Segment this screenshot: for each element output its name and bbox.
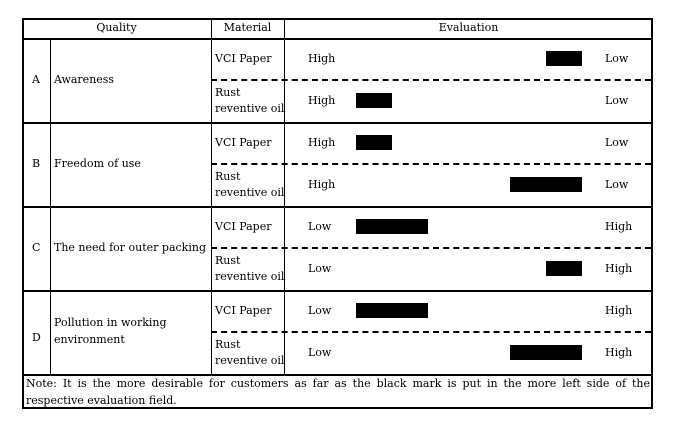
evaluation-right-label: High: [605, 262, 633, 275]
material-divider: [211, 163, 651, 165]
row-letter: C: [32, 241, 41, 254]
evaluation-left-label: Low: [308, 220, 332, 233]
header-material: Material: [223, 21, 272, 34]
evaluation-right-label: Low: [605, 94, 629, 107]
evaluation-mark: [546, 261, 582, 276]
material-label: Rust: [215, 338, 241, 351]
material-label: Rust: [215, 254, 241, 267]
column-divider: [211, 18, 212, 374]
material-label: VCI Paper: [215, 304, 272, 317]
evaluation-mark: [510, 177, 582, 192]
material-label: VCI Paper: [215, 220, 272, 233]
evaluation-left-label: High: [308, 52, 336, 65]
quality-label: Pollution in working: [54, 316, 167, 329]
material-label: VCI Paper: [215, 52, 272, 65]
evaluation-left-label: Low: [308, 346, 332, 359]
evaluation-right-label: Low: [605, 136, 629, 149]
evaluation-mark: [356, 219, 428, 234]
material-label: reventive oil: [215, 354, 285, 367]
table-note: Note: It is the more desirable for customers as far as the black mark is put in the more left side of the respective evaluation field.: [26, 377, 650, 407]
material-label: reventive oil: [215, 186, 285, 199]
evaluation-left-label: Low: [308, 262, 332, 275]
evaluation-right-label: Low: [605, 178, 629, 191]
evaluation-left-label: High: [308, 94, 336, 107]
evaluation-right-label: High: [605, 304, 633, 317]
row-letter: B: [32, 157, 41, 170]
material-label: reventive oil: [215, 270, 285, 283]
evaluation-left-label: Low: [308, 304, 332, 317]
evaluation-right-label: Low: [605, 52, 629, 65]
evaluation-left-label: High: [308, 136, 336, 149]
header-divider: [22, 38, 653, 40]
quality-label: The need for outer packing: [54, 240, 206, 254]
evaluation-right-label: High: [605, 346, 633, 359]
row-letter: A: [32, 73, 40, 86]
evaluation-mark: [356, 93, 392, 108]
evaluation-mark: [356, 303, 428, 318]
material-label: VCI Paper: [215, 136, 272, 149]
material-divider: [211, 331, 651, 333]
evaluation-mark: [356, 135, 392, 150]
quality-label: Awareness: [54, 72, 115, 86]
row-letter: D: [32, 331, 41, 344]
material-label: reventive oil: [215, 102, 285, 115]
header-evaluation: Evaluation: [438, 21, 499, 34]
evaluation-mark: [510, 345, 582, 360]
evaluation-left-label: High: [308, 178, 336, 191]
header-quality: Quality: [96, 21, 137, 34]
row-divider: [22, 290, 653, 292]
row-divider: [22, 122, 653, 124]
evaluation-mark: [546, 51, 582, 66]
material-divider: [211, 247, 651, 249]
material-label: Rust: [215, 86, 241, 99]
quality-label: Freedom of use: [54, 156, 141, 170]
material-divider: [211, 79, 651, 81]
material-label: Rust: [215, 170, 241, 183]
evaluation-right-label: High: [605, 220, 633, 233]
quality-label: environment: [54, 333, 125, 346]
row-divider: [22, 206, 653, 208]
